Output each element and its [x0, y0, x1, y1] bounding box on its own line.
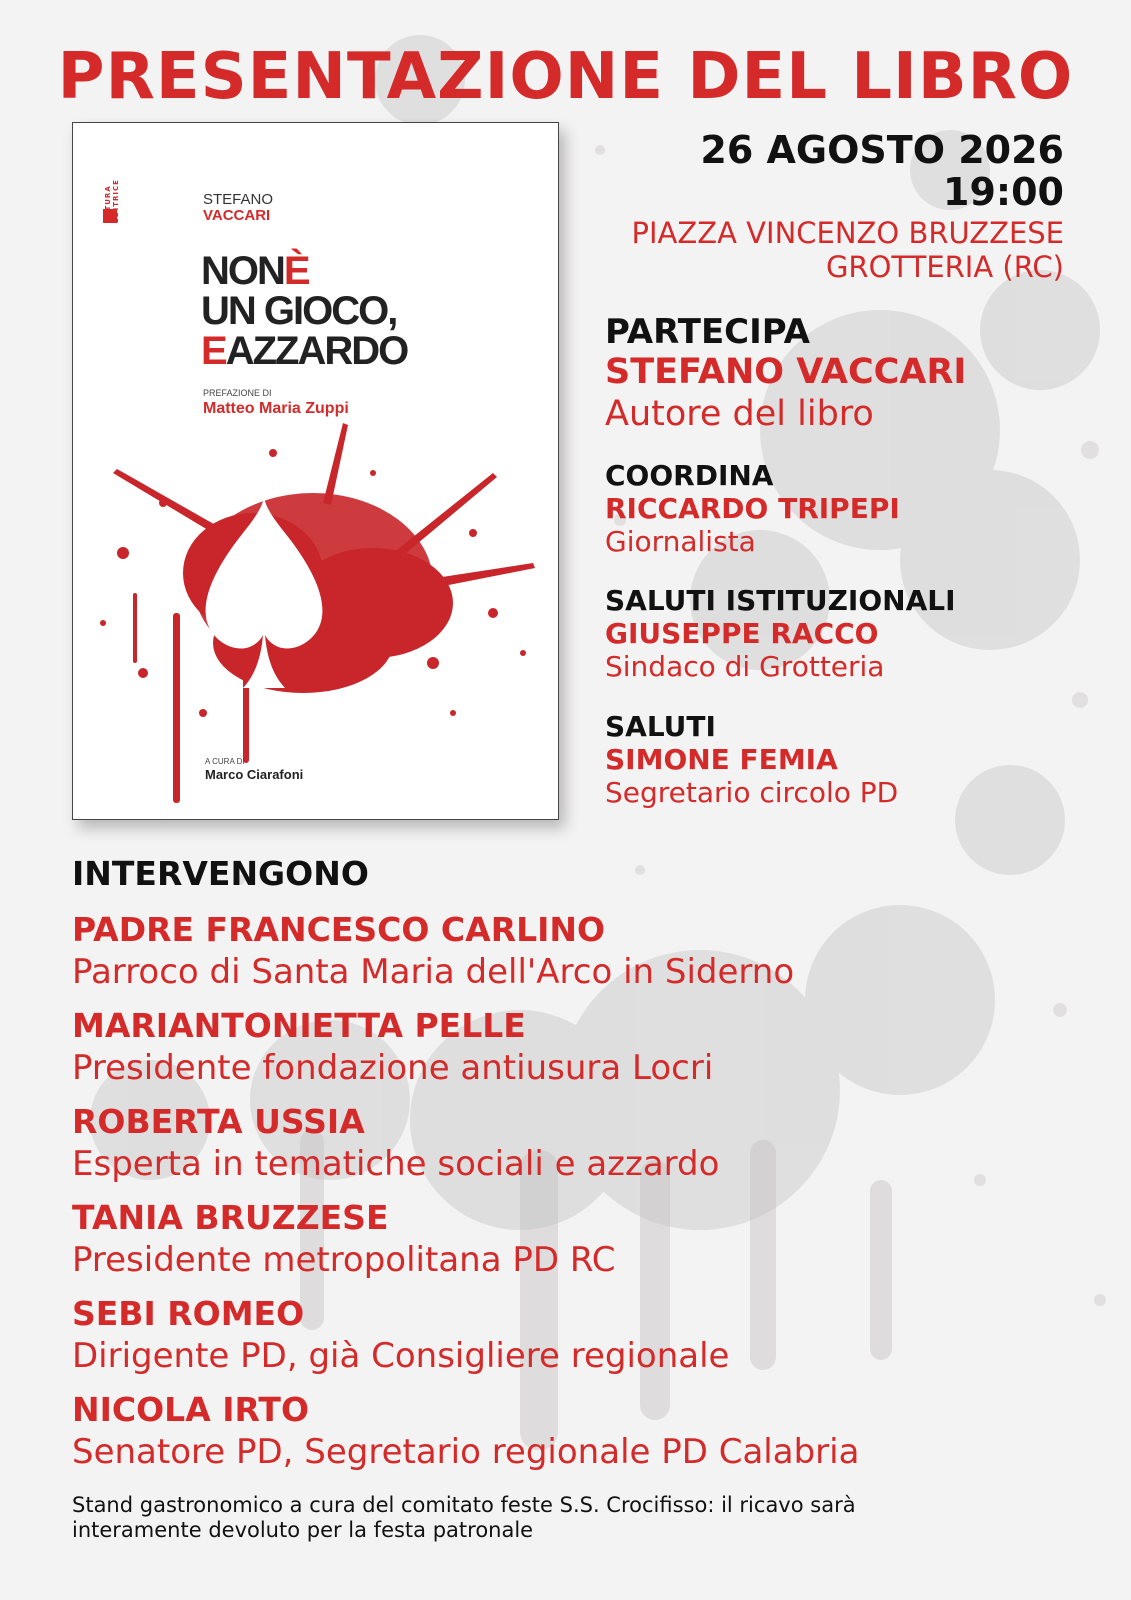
role-name: SIMONE FEMIA	[605, 743, 838, 776]
blood-splatter-spade-illustration	[73, 413, 558, 813]
cover-author-first: STEFANO	[203, 191, 274, 208]
role-saluti-istituzionali	[605, 584, 956, 684]
cover-curator-name: Marco Ciarafoni	[205, 767, 304, 782]
role-partecipa	[605, 312, 966, 436]
event-date: 26 AGOSTO 2026	[700, 128, 1064, 172]
role-desc: Giornalista	[605, 525, 756, 558]
role-desc: Autore del libro	[605, 394, 874, 434]
speaker-name: ROBERTA USSIA	[72, 1102, 365, 1141]
speaker-name: SEBI ROMEO	[72, 1294, 305, 1333]
cover-preface-name: Matteo Maria Zuppi	[203, 400, 349, 417]
footer-note: Stand gastronomico a cura del comitato feste S.S. Crocifisso: il ricavo sarà interamente devoluto per la festa patronale	[72, 1493, 856, 1542]
speaker-role: Parroco di Santa Maria dell'Arco in Siderno	[72, 952, 795, 992]
speaker-item	[72, 1389, 859, 1485]
cover-author-last: VACCARI	[203, 207, 271, 224]
page-title: PRESENTAZIONE DEL LIBRO	[57, 40, 1074, 114]
role-label: SALUTI	[605, 710, 716, 743]
role-label: COORDINA	[605, 459, 774, 492]
publisher-logo: FUTURA EDITRICE	[104, 179, 120, 223]
speaker-item	[72, 1197, 859, 1293]
cover-book-title: NONÈ UN GIOCO, EAZZARDO	[201, 249, 408, 373]
role-desc: Segretario circolo PD	[605, 776, 899, 809]
event-place: PIAZZA VINCENZO BRUZZESE GROTTERIA (RC)	[631, 216, 1064, 284]
role-saluti	[605, 710, 898, 810]
cover-curator-label: A CURA DI	[205, 757, 245, 766]
speaker-item	[72, 1005, 859, 1101]
speaker-name: PADRE FRANCESCO CARLINO	[72, 910, 606, 949]
cover-preface-label: PREFAZIONE DI	[203, 388, 272, 398]
speaker-role: Dirigente PD, già Consigliere regionale	[72, 1336, 730, 1376]
speaker-role: Presidente metropolitana PD RC	[72, 1240, 616, 1280]
speakers-list	[72, 909, 859, 1485]
role-name: STEFANO VACCARI	[605, 352, 967, 392]
role-coordina	[605, 459, 900, 559]
speaker-role: Presidente fondazione antiusura Locri	[72, 1048, 714, 1088]
speaker-item	[72, 1101, 859, 1197]
speaker-name: TANIA BRUZZESE	[72, 1198, 389, 1237]
speaker-item	[72, 1293, 859, 1389]
speaker-name: MARIANTONIETTA PELLE	[72, 1006, 526, 1045]
speaker-name: NICOLA IRTO	[72, 1390, 309, 1429]
role-label: SALUTI ISTITUZIONALI	[605, 584, 956, 617]
role-label: PARTECIPA	[605, 312, 810, 352]
book-cover	[72, 122, 559, 820]
role-name: RICCARDO TRIPEPI	[605, 492, 900, 525]
role-desc: Sindaco di Grotteria	[605, 650, 885, 683]
role-name: GIUSEPPE RACCO	[605, 617, 879, 650]
event-time: 19:00	[943, 170, 1064, 214]
speakers-title: INTERVENGONO	[72, 854, 369, 893]
speaker-item	[72, 909, 859, 1005]
speaker-role: Esperta in tematiche sociali e azzardo	[72, 1144, 720, 1184]
speaker-role: Senatore PD, Segretario regionale PD Calabria	[72, 1432, 860, 1472]
